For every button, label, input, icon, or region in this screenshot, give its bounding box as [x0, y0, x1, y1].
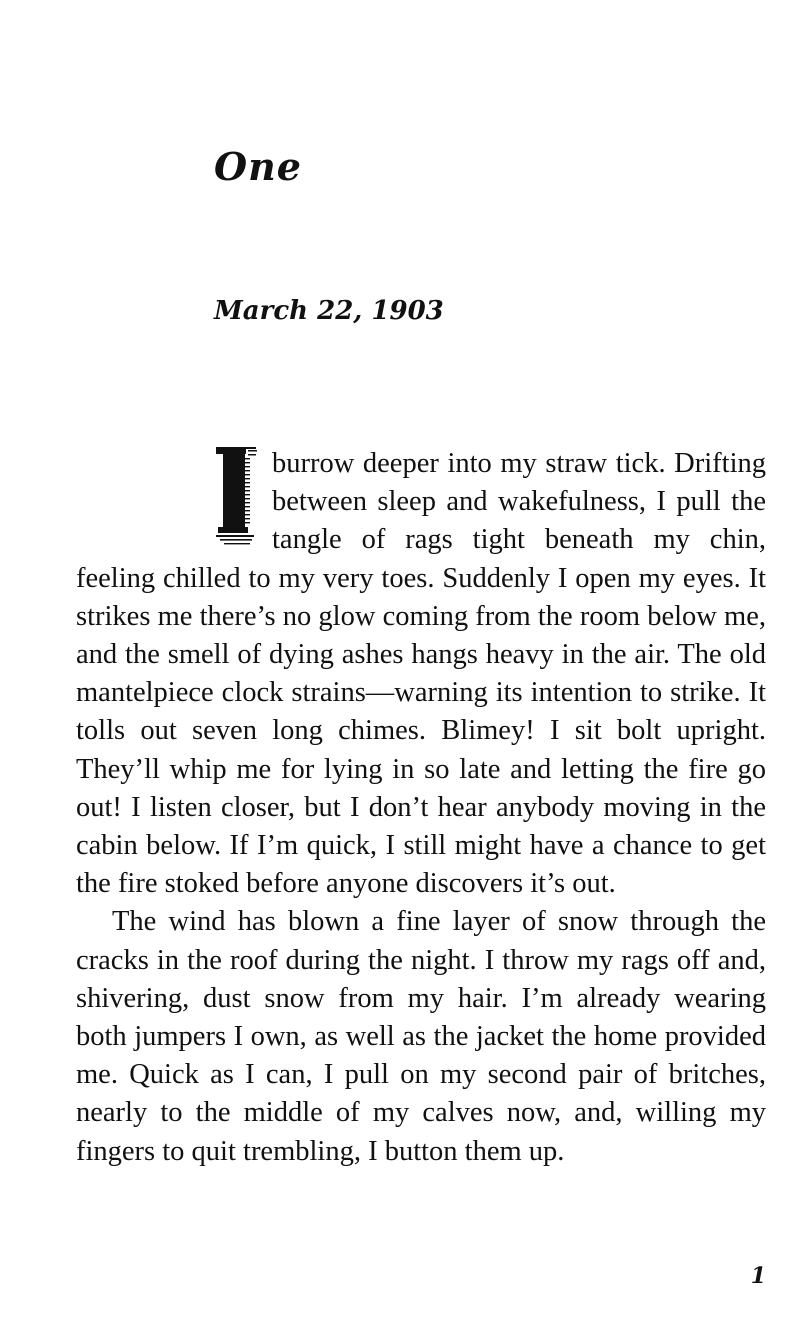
chapter-date: March 22, 1903 [214, 296, 444, 326]
page-number: 1 [750, 1263, 766, 1289]
dropcap-letter-i-icon [214, 445, 262, 549]
chapter-title: One [214, 144, 302, 189]
paragraph-2: The wind has blown a fine layer of snow through the cracks in the roof during the night. I throw my rags off and, shivering, dust snow from my hair. I’m already wearing both jumpers I own, as well as the jacket the home provided me. Quick as I can, I pull on my second pair of britches, nearly to the middle of my calves now, and, willing my fingers to quit trembling, I button them up. [76, 906, 766, 1167]
paragraph-1 [76, 445, 766, 903]
dropcap [76, 445, 272, 553]
paragraph-1-text: burrow deeper into my straw tick. Drifting between sleep and wakefulness, I pull the tangle of rags tight beneath my chin, feeling chilled to my very toes. Suddenly I open my eyes. It strikes me there’s no glow coming from the room below me, and the smell of dying ashes hangs heavy in the air. The old mantelpiece clock strains—warning its intention to strike. It tolls out seven long chimes. Blimey! I sit bolt upright. They’ll whip me for lying in so late and letting the fire go out! I listen closer, but I don’t hear anybody moving in the cabin below. If I’m quick, I still might have a chance to get the fire stoked before anyone discovers it’s out. [76, 448, 766, 900]
chapter-body [76, 445, 766, 1171]
